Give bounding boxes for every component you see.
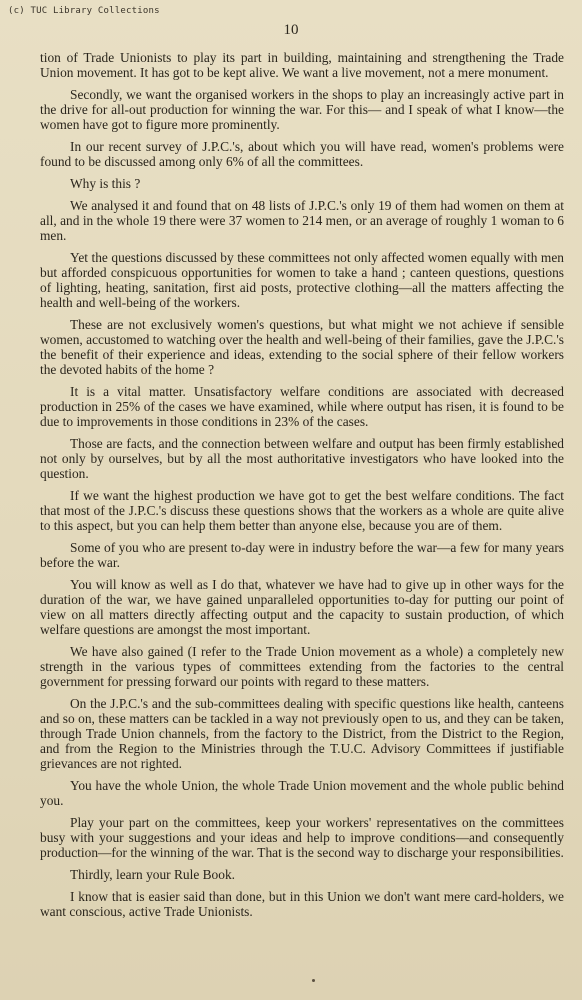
paragraph: I know that is easier said than done, but in this Union we don't want mere card-holders, we want conscious, active Trade Unionists. [40,889,564,919]
page-speck [312,979,315,982]
paragraph: Those are facts, and the connection between welfare and output has been firmly established not only by ourselves, but by all the most authoritative investigators who have looked into the question. [40,436,564,481]
body-text [40,50,564,926]
paragraph: If we want the highest production we have got to get the best welfare conditions. The fact that most of the J.P.C.'s discuss these questions shows that the workers as a whole are quite alive to this aspect, but you can help them better than anyone else, because you are of them. [40,488,564,533]
paragraph: Why is this ? [70,176,141,191]
paragraph: Secondly, we want the organised workers in the shops to play an increasingly active part in the drive for all-out production for winning the war. For this— and I speak of what I know—the women have got to figure more prominently. [40,87,564,132]
page-number: 10 [283,22,299,38]
paragraph: In our recent survey of J.P.C.'s, about which you will have read, women's problems were found to be discussed among only 6% of all the committees. [40,139,564,169]
paragraph: We have also gained (I refer to the Trade Union movement as a whole) a completely new strength in the various types of committees extending from the factories to the central government for pressing forward our points with regard to these matters. [40,644,564,689]
paragraph: Play your part on the committees, keep your workers' representatives on the committees busy with your suggestions and your ideas and help to improve conditions—and consequently production—for the winning of the war. That is the second way to discharge your responsibilities. [40,815,564,860]
paragraph: tion of Trade Unionists to play its part in building, maintaining and strengthening the Trade Union movement. It has got to be kept alive. We want a live movement, not a mere monument. [40,50,564,80]
paragraph: You have the whole Union, the whole Trade Union movement and the whole public behind you. [40,778,564,808]
paragraph: Yet the questions discussed by these committees not only affected women equally with men but afforded conspicuous opportunities for women to take a hand ; canteen questions, questions of lighting, heating, sanitation, first aid posts, protective clothing—all the matters affecting the health and well-being of the workers. [40,250,564,310]
paragraph: It is a vital matter. Unsatisfactory welfare conditions are associated with decreased production in 25% of the cases we have examined, while where output has risen, it is found to be due to improvements in those conditions in 23% of the cases. [40,384,564,429]
paragraph: Thirdly, learn your Rule Book. [70,867,235,882]
paragraph: Some of you who are present to-day were in industry before the war—a few for many years before the war. [40,540,564,570]
paragraph: On the J.P.C.'s and the sub-committees dealing with specific questions like health, canteens and so on, these matters can be tackled in a way not previously open to us, and they can be taken, through Trade Union channels, from the factory to the District, from the District to the Region, and from the Region to the Ministries through the T.U.C. Advisory Committees if justifiable grievances are not righted. [40,696,564,771]
paragraph: These are not exclusively women's questions, but what might we not achieve if sensible women, accustomed to watching over the health and well-being of their families, gave the J.P.C.'s the benefit of their experience and ideas, extending to the social sphere of their fellow workers the devoted habits of the home ? [40,317,564,377]
library-watermark: (c) TUC Library Collections [8,6,160,16]
paragraph: We analysed it and found that on 48 lists of J.P.C.'s only 19 of them had women on them at all, and in the whole 19 there were 37 women to 214 men, or an average of roughly 1 woman to 6 men. [40,198,564,243]
paragraph: You will know as well as I do that, whatever we have had to give up in other ways for the duration of the war, we have gained unparalleled opportunities to-day for putting our point of view on all matters directly affecting output and the capacity to sustain production, of which welfare questions are amongst the most important. [40,577,564,637]
